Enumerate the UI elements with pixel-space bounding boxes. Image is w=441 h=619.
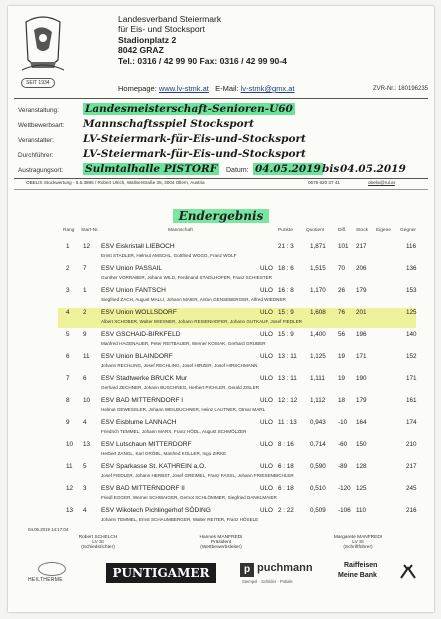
cell-code: ULO <box>260 265 273 272</box>
team-players: Gunther VORRABER, Johann WILD, Ferdinand STADLHOFER, Franz SCHIESTER <box>101 275 272 280</box>
cell-start: 9 <box>83 331 87 338</box>
cell-start: 13 <box>83 441 91 448</box>
cell-punkte: 11 : 13 <box>278 419 297 426</box>
durchfuehrer-value: LV-Steiermark-für-Eis-und-Stocksport <box>83 148 306 160</box>
cell-code: ULO <box>260 463 273 470</box>
col-mannschaft: Mannschaft <box>168 228 193 233</box>
cell-team: ESV Eisblume LANNACH <box>101 419 177 426</box>
cell-start: 3 <box>83 485 87 492</box>
cell-stock: 190 <box>356 375 367 382</box>
cell-code: ULO <box>260 397 273 404</box>
date-from: 04.05.2019 <box>255 163 321 175</box>
cell-team: ESV Stadtwerke BRUCK Mur <box>101 375 188 382</box>
founded-badge: SEIT 1934 <box>21 78 55 88</box>
cell-punkte: 8 : 16 <box>278 441 294 448</box>
col-stock: Stock <box>356 228 368 233</box>
email-link[interactable]: lv-stmk@gmx.at <box>240 84 295 93</box>
cell-punkte: 12 : 12 <box>278 397 298 404</box>
cell-quot: 1,111 <box>310 375 325 382</box>
cell-rang: 13 <box>66 507 74 514</box>
cell-punkte: 6 : 18 <box>278 463 294 470</box>
cell-code: ULO <box>260 441 273 448</box>
cell-start: 4 <box>83 419 87 426</box>
cell-start: 4 <box>83 507 87 514</box>
cell-diff: -89 <box>338 463 348 470</box>
cell-quot: 0,590 <box>310 463 326 470</box>
cell-quot: 1,112 <box>310 397 326 404</box>
federation-header <box>118 14 287 66</box>
official-name: Hannes MANFREDI <box>199 535 243 540</box>
col-rang: Rang <box>63 228 75 233</box>
cell-rang: 12 <box>66 485 74 492</box>
austragungsort-value: Sulmtalhalle PISTORF <box>85 163 218 175</box>
cell-team: ESV GSCHAID-BIRKFELD <box>101 331 181 338</box>
official-sub: LV St <box>92 540 104 545</box>
official-sub: Präsident <box>210 540 232 545</box>
cell-punkte: 2 : 22 <box>278 507 294 514</box>
cell-stock: 110 <box>356 507 367 514</box>
cell-rang: 8 <box>66 397 70 404</box>
team-players: Siegfried ZACH, August MALLI, Johann MAIER, Anton GENSEBERGER, Alfred WIEDNER <box>101 297 286 302</box>
cell-start: 1 <box>83 287 87 294</box>
cell-quot: 0,714 <box>310 441 326 448</box>
sponsor-puchmann: puchmann <box>257 562 313 574</box>
cell-quot: 1,608 <box>310 309 326 316</box>
cell-eig: 174 <box>406 419 417 426</box>
cell-code: ULO <box>260 353 273 360</box>
cell-rang: 1 <box>66 243 70 250</box>
cell-rang: 9 <box>66 419 70 426</box>
header-divider <box>14 98 428 99</box>
cell-stock: 206 <box>356 265 367 272</box>
cell-stock: 150 <box>356 441 367 448</box>
cell-punkte: 13 : 11 <box>278 375 297 382</box>
team-players: Manfred HAGENAUER, Peter REITBAUER, Werner KOSIAK, Gerhard GRUBER <box>101 341 266 346</box>
cell-code: ULO <box>260 485 273 492</box>
cell-team: ESV Union FANTSCH <box>101 287 166 294</box>
cell-team: ESV Wikotech Pichlingerhof SÖDING <box>101 507 211 514</box>
cell-code: ULO <box>260 419 273 426</box>
cell-diff: 26 <box>338 287 346 294</box>
zvr-number: ZVR-Nr.: 180196235 <box>372 86 428 92</box>
cell-stock: 164 <box>356 419 367 426</box>
software-email: obelix@rul.at <box>368 180 395 185</box>
cell-start: 2 <box>83 309 87 316</box>
official-name: Margarete MANFREDI <box>333 535 383 540</box>
cell-diff: -106 <box>338 507 351 514</box>
software-phone: 0676 620 37 41 <box>308 180 340 185</box>
wettbewerb-label: Wettbewerbsart: <box>18 122 65 129</box>
cell-quot: 1,400 <box>310 331 326 338</box>
cell-start: 11 <box>83 353 90 360</box>
official-role: (Schriftführer) <box>343 545 373 550</box>
org-name-line1: Landesverband Steiermark <box>118 14 222 24</box>
official-role: (Schiedsrichter) <box>81 545 115 550</box>
cell-rang: 2 <box>66 265 70 272</box>
software-divider <box>14 189 428 190</box>
cell-team: ESV Eiskristall LIEBOCH <box>101 243 175 250</box>
austragungsort-label: Austragungsort: <box>18 167 64 174</box>
date-to: 04.05.2019 <box>340 163 406 175</box>
veranstalter-label: Veranstalter: <box>18 137 54 144</box>
cell-eig: 125 <box>406 309 417 316</box>
veranstalter-value: LV-Steiermark-für-Eis-und-Stocksport <box>83 133 306 145</box>
cell-quot: 0,943 <box>310 419 326 426</box>
cell-quot: 0,510 <box>310 485 326 492</box>
cell-team: ESV Union PASSAIL <box>101 265 163 272</box>
cell-rang: 10 <box>66 441 74 448</box>
cell-punkte: 16 : 8 <box>278 287 294 294</box>
sponsor-meine-bank: Meine Bank <box>338 572 377 579</box>
cell-diff: 101 <box>338 243 349 250</box>
sponsor-puchmann-sub: Stempel · Schilder · Pokale <box>242 579 293 584</box>
team-players: Josef FIEDLER, Johann HERBST, Josef GREIMEL, Franz FASSL, Johann FRIESENBICHLER <box>101 473 294 478</box>
cell-start: 6 <box>83 375 87 382</box>
sponsor-raiffeisen: Raiffeisen <box>344 562 378 569</box>
homepage-row <box>118 84 294 93</box>
cell-stock: 217 <box>356 243 367 250</box>
cell-team: ESV BAD MITTERNDORF I <box>101 397 184 404</box>
cell-diff: 19 <box>338 375 346 382</box>
col-eigene: Eigene <box>376 228 391 233</box>
puchmann-logo-icon: p <box>240 563 254 577</box>
cell-eig: 161 <box>406 397 417 404</box>
cell-start: 5 <box>83 463 87 470</box>
cell-eig: 210 <box>406 441 417 448</box>
cell-punkte: 18 : 6 <box>278 265 294 272</box>
cell-eig: 245 <box>406 485 417 492</box>
cell-eig: 136 <box>406 265 417 272</box>
cell-punkte: 13 : 11 <box>278 353 297 360</box>
cell-diff: 19 <box>338 353 346 360</box>
print-timestamp: 04.05.2019 14:17:04 <box>28 527 69 532</box>
event-divider <box>14 178 428 179</box>
cell-code: ULO <box>260 507 273 514</box>
cell-code: ULO <box>260 375 273 382</box>
cell-rang: 4 <box>66 309 70 316</box>
cell-quot: 1,170 <box>310 287 326 294</box>
results-title-text: Endergebnis <box>173 209 270 223</box>
team-players: Ernst STADLER, Helmut AMSCHL, Gottfried WOGG, Franz WOLF <box>101 253 237 258</box>
cell-diff: 70 <box>338 265 346 272</box>
cell-rang: 6 <box>66 353 70 360</box>
cell-rang: 7 <box>66 375 70 382</box>
col-quotient: Quotient <box>306 228 325 233</box>
cell-team: ESV Sparkasse St. KATHREIN a.O. <box>101 463 207 470</box>
homepage-label: Homepage: <box>118 84 157 93</box>
cell-diff: -120 <box>338 485 351 492</box>
tel-fax-line: Tel.: 0316 / 42 99 90 Fax: 0316 / 42 99 90-4 <box>118 55 287 66</box>
official-president <box>171 535 271 550</box>
cell-team: ESV Union BLAINDORF <box>101 353 173 360</box>
cell-quot: 1,871 <box>310 243 326 250</box>
cell-stock: 201 <box>356 309 367 316</box>
cell-punkte: 6 : 18 <box>278 485 294 492</box>
cell-team: ESV Union WOLLSDORF <box>101 309 177 316</box>
cell-stock: 179 <box>356 287 367 294</box>
raiffeisen-gable-icon <box>398 561 418 581</box>
team-players: Friedrich TEMMEL, Johann MARX, Franz HÖDL, August SCHMÖLZER <box>101 429 247 434</box>
cell-rang: 11 <box>66 463 73 470</box>
cell-team: ESV Lutschaun MITTERDORF <box>101 441 192 448</box>
team-players: Helmut GEWESSLER, Johann WEILBUCHNER, Heinz LAUTNER, Otmar MARL <box>101 407 266 412</box>
team-players: Johann TEMMEL, Ernst SCHAUMBERGER, Walter REITER, Franz HÖSELE <box>101 517 259 522</box>
cell-eig: 140 <box>406 331 417 338</box>
sponsor-puntigamer: PUNTIGAMER <box>106 563 216 583</box>
cell-start: 12 <box>83 243 91 250</box>
cell-code: ULO <box>260 331 273 338</box>
cell-stock: 125 <box>356 485 367 492</box>
cell-diff: -10 <box>338 419 348 426</box>
cell-punkte: 15 : 9 <box>278 309 294 316</box>
col-start: Start-Nr. <box>81 228 99 233</box>
date-bis: bis <box>322 163 340 175</box>
cell-diff: 76 <box>338 309 346 316</box>
cell-quot: 0,509 <box>310 507 326 514</box>
results-document <box>8 6 434 612</box>
team-players: Herbert ZANGL, Karl GRÖBL, Manfred KOLLER, Ingo ZIRKE <box>101 451 227 456</box>
cell-rang: 3 <box>66 287 70 294</box>
address-line: Stadionplatz 2 <box>118 34 177 45</box>
cell-stock: 128 <box>356 463 367 470</box>
cell-diff: 56 <box>338 331 346 338</box>
wettbewerb-value: Mannschaftsspiel Stocksport <box>83 118 255 130</box>
team-players: Johann RECHLING, Josef RECHLING, Josef HIRZER, Josef HIRSCHMANN <box>101 363 258 368</box>
cell-rang: 5 <box>66 331 70 338</box>
email-label: E-Mail: <box>215 84 239 93</box>
official-role: (Wettbewerbsleiter) <box>200 545 242 550</box>
cell-eig: 216 <box>406 507 417 514</box>
cell-eig: 217 <box>406 463 417 470</box>
sponsor-heiltherme: HEILTHERME <box>28 577 63 583</box>
veranstaltung-value: Landesmeisterschaft-Senioren-U60 <box>85 103 293 115</box>
veranstaltung-label: Veranstaltung: <box>18 107 59 114</box>
cell-stock: 196 <box>356 331 367 338</box>
software-line: OBELIX Stockwertung - 5.5.3895 / Robert Ulrich, Wallnerstraße 35, 3004 Ollern, Austria <box>26 180 205 185</box>
cell-quot: 1,515 <box>310 265 326 272</box>
federation-crest-logo <box>18 10 68 102</box>
official-name: Robert SCHELCH <box>78 535 118 540</box>
official-secretary <box>303 535 413 550</box>
cell-stock: 171 <box>356 353 367 360</box>
cell-quot: 1,125 <box>310 353 326 360</box>
col-gegner: Gegner <box>400 228 416 233</box>
official-referee <box>48 535 148 550</box>
team-players: Friedl EGGER, Werner SCHWAIGER, Gernot SCHLÖMMER, Siegfried DANKLMAIER <box>101 495 277 500</box>
cell-start: 10 <box>83 397 91 404</box>
cell-eig: 171 <box>406 375 417 382</box>
cell-team: ESV BAD MITTERNDORF II <box>101 485 185 492</box>
cell-code: ULO <box>260 309 273 316</box>
cell-diff: -60 <box>338 441 348 448</box>
homepage-link[interactable]: www.lv-stmk.at <box>158 84 209 93</box>
col-punkte: Punkte <box>278 228 293 233</box>
cell-eig: 153 <box>406 287 417 294</box>
heiltherme-logo-icon <box>38 562 66 576</box>
official-sub: LV St <box>352 540 364 545</box>
cell-stock: 179 <box>356 397 367 404</box>
cell-code: ULO <box>260 287 273 294</box>
cell-eig: 116 <box>406 243 417 250</box>
datum-label: Datum: <box>226 167 249 174</box>
cell-punkte: 21 : 3 <box>278 243 294 250</box>
durchfuehrer-label: Durchführer: <box>18 152 54 159</box>
cell-eig: 152 <box>406 353 417 360</box>
results-title <box>8 209 434 223</box>
org-name-line2: für Eis- und Stocksport <box>118 24 205 35</box>
cell-diff: 18 <box>338 397 346 404</box>
col-diff: Diff. <box>338 228 347 233</box>
cell-punkte: 15 : 9 <box>278 331 294 338</box>
cell-start: 7 <box>83 265 87 272</box>
city-line: 8042 GRAZ <box>118 45 164 56</box>
team-players: Gerhard ZECHNER, Johann BUSCHNEG, Herbert PICHLER, Gerald ZISLER <box>101 385 260 390</box>
team-players: Albert SCHOBER, Walter WIESNER, Johann REISENHOFER, Johann GUTKAUF, Josef FIEDLER <box>101 319 302 324</box>
